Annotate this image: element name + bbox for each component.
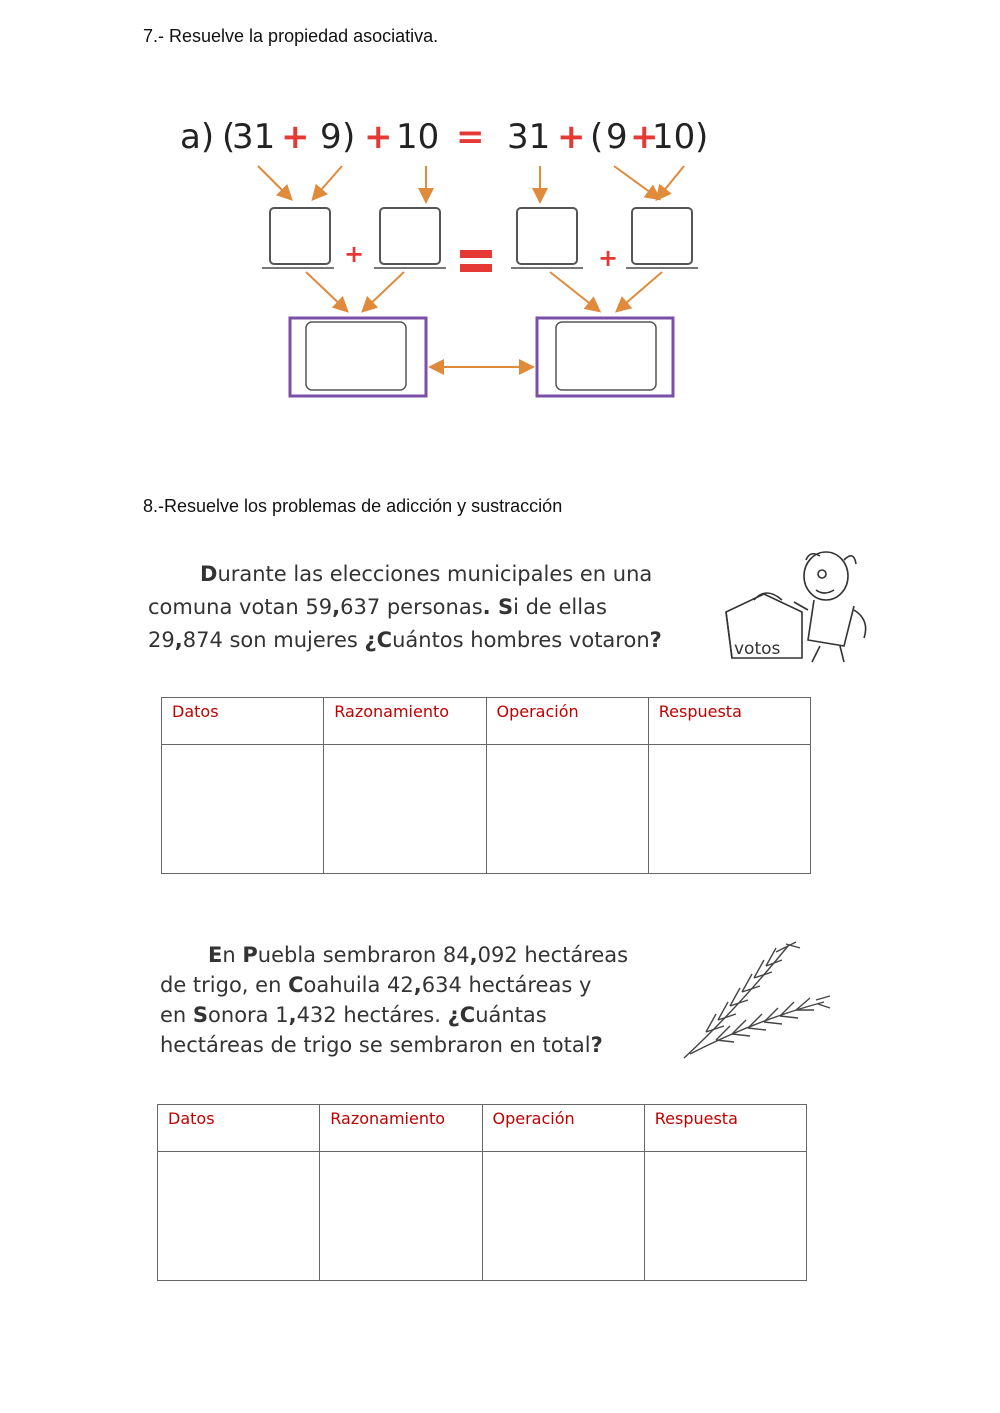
table-1-cell-razonamiento[interactable] — [324, 745, 486, 874]
wheat-illustration — [676, 940, 831, 1065]
eq-label: a) — [180, 117, 215, 157]
plus-between-boxes-right: + — [598, 244, 619, 272]
table-2-header-razonamiento: Razonamiento — [320, 1105, 482, 1152]
eq-plus-3: + — [557, 117, 586, 157]
table-2-header-respuesta: Respuesta — [644, 1105, 806, 1152]
table-1-cell-datos[interactable] — [162, 745, 324, 874]
table-1-cell-respuesta[interactable] — [648, 745, 810, 874]
ballot-box-label: votos — [734, 639, 781, 659]
eq-close-paren-right: ) — [695, 117, 709, 157]
p1-l3-bold: ¿C — [364, 628, 393, 652]
p2-l1a: n — [222, 943, 243, 967]
p1-l2-dot: . — [482, 595, 498, 619]
p1-l2c: i de ellas — [513, 595, 607, 619]
p2-l3-sep: , — [288, 1003, 297, 1027]
answer-table-1 — [161, 697, 811, 874]
p1-l3-q: ? — [649, 628, 662, 652]
associative-property-diagram — [170, 100, 730, 410]
table-2-cell-datos[interactable] — [158, 1152, 320, 1281]
eq-left-a: 31 — [232, 117, 276, 157]
answer-table-2 — [157, 1104, 807, 1281]
p2-l1c: 092 hectáreas — [477, 943, 629, 967]
section-8-heading: 8.-Resuelve los problemas de adicción y sustracción — [143, 496, 563, 516]
eq-equals: = — [456, 117, 485, 157]
p1-l3-sep: , — [174, 628, 183, 652]
table-2-header-datos: Datos — [158, 1105, 320, 1152]
answer-box-4[interactable] — [632, 208, 692, 264]
p1-l3a: 29 — [148, 628, 175, 652]
p2-l4a: hectáreas de trigo se sembraron en total — [160, 1033, 591, 1057]
eq-left-c: 10 — [396, 117, 440, 157]
table-1-header-datos: Datos — [162, 698, 324, 745]
p2-l2-sep: , — [413, 973, 422, 997]
eq-right-b: 9 — [606, 117, 628, 157]
eq-open-paren-left: ( — [222, 117, 236, 157]
p1-l2a: comuna votan 59 — [148, 595, 333, 619]
p1-l2-bold: S — [497, 595, 514, 619]
p2-l3-bold: S — [192, 1003, 209, 1027]
eq-open-paren-right: ( — [590, 117, 604, 157]
table-1-header-row — [162, 698, 811, 745]
p1-l2-sep: , — [332, 595, 341, 619]
table-2-answer-row — [158, 1152, 807, 1281]
answer-box-1[interactable] — [270, 208, 330, 264]
table-2-header-row — [158, 1105, 807, 1152]
problem-2-text — [160, 940, 628, 1060]
eq-left-b: 9 — [320, 117, 342, 157]
answer-box-2[interactable] — [380, 208, 440, 264]
table-1-header-operacion: Operación — [486, 698, 648, 745]
p2-l2-bold: C — [288, 973, 304, 997]
p2-l2a: de trigo, en — [160, 973, 289, 997]
p1-l1-bold: D — [200, 562, 218, 586]
eq-plus-1: + — [281, 117, 310, 157]
problem-1-text — [148, 558, 662, 657]
plus-between-boxes-left: + — [344, 240, 365, 268]
result-box-right[interactable] — [556, 322, 656, 390]
big-equals-sign — [460, 250, 492, 272]
eq-plus-4: + — [630, 117, 659, 157]
table-1-header-respuesta: Respuesta — [648, 698, 810, 745]
table-1-header-razonamiento: Razonamiento — [324, 698, 486, 745]
p2-l2b: oahuila 42 — [303, 973, 414, 997]
p2-l3b: onora 1 — [208, 1003, 289, 1027]
p2-l3a: en — [160, 1003, 193, 1027]
eq-right-c: 10 — [652, 117, 696, 157]
p2-l1-sep: , — [469, 943, 478, 967]
p1-l1: urante las elecciones municipales en una — [217, 562, 653, 586]
table-1-answer-row — [162, 745, 811, 874]
table-2-cell-operacion[interactable] — [482, 1152, 644, 1281]
p2-l3c: 432 hectáres. — [296, 1003, 448, 1027]
table-2-cell-respuesta[interactable] — [644, 1152, 806, 1281]
voter-ballot-box-illustration — [724, 550, 874, 665]
eq-right-a: 31 — [507, 117, 551, 157]
p1-l3b: 874 son mujeres — [182, 628, 365, 652]
table-2-cell-razonamiento[interactable] — [320, 1152, 482, 1281]
eq-close-paren-left: ) — [342, 117, 356, 157]
eq-plus-2: + — [364, 117, 393, 157]
p1-l3c: uántos hombres votaron — [392, 628, 650, 652]
p2-l2c: 634 hectáreas y — [421, 973, 592, 997]
answer-box-3[interactable] — [517, 208, 577, 264]
p2-l1-bold: E — [208, 943, 223, 967]
p2-l1-bold2: P — [242, 943, 258, 967]
p2-l4-q: ? — [590, 1033, 603, 1057]
section-7-heading: 7.- Resuelve la propiedad asociativa. — [143, 26, 439, 46]
p2-l1b: uebla sembraron 84 — [257, 943, 470, 967]
table-1-cell-operacion[interactable] — [486, 745, 648, 874]
result-box-left[interactable] — [306, 322, 406, 390]
p2-l3d: uántas — [475, 1003, 547, 1027]
table-2-header-operacion: Operación — [482, 1105, 644, 1152]
p2-l3-bold2: ¿C — [447, 1003, 476, 1027]
p1-l2b: 637 personas — [340, 595, 483, 619]
